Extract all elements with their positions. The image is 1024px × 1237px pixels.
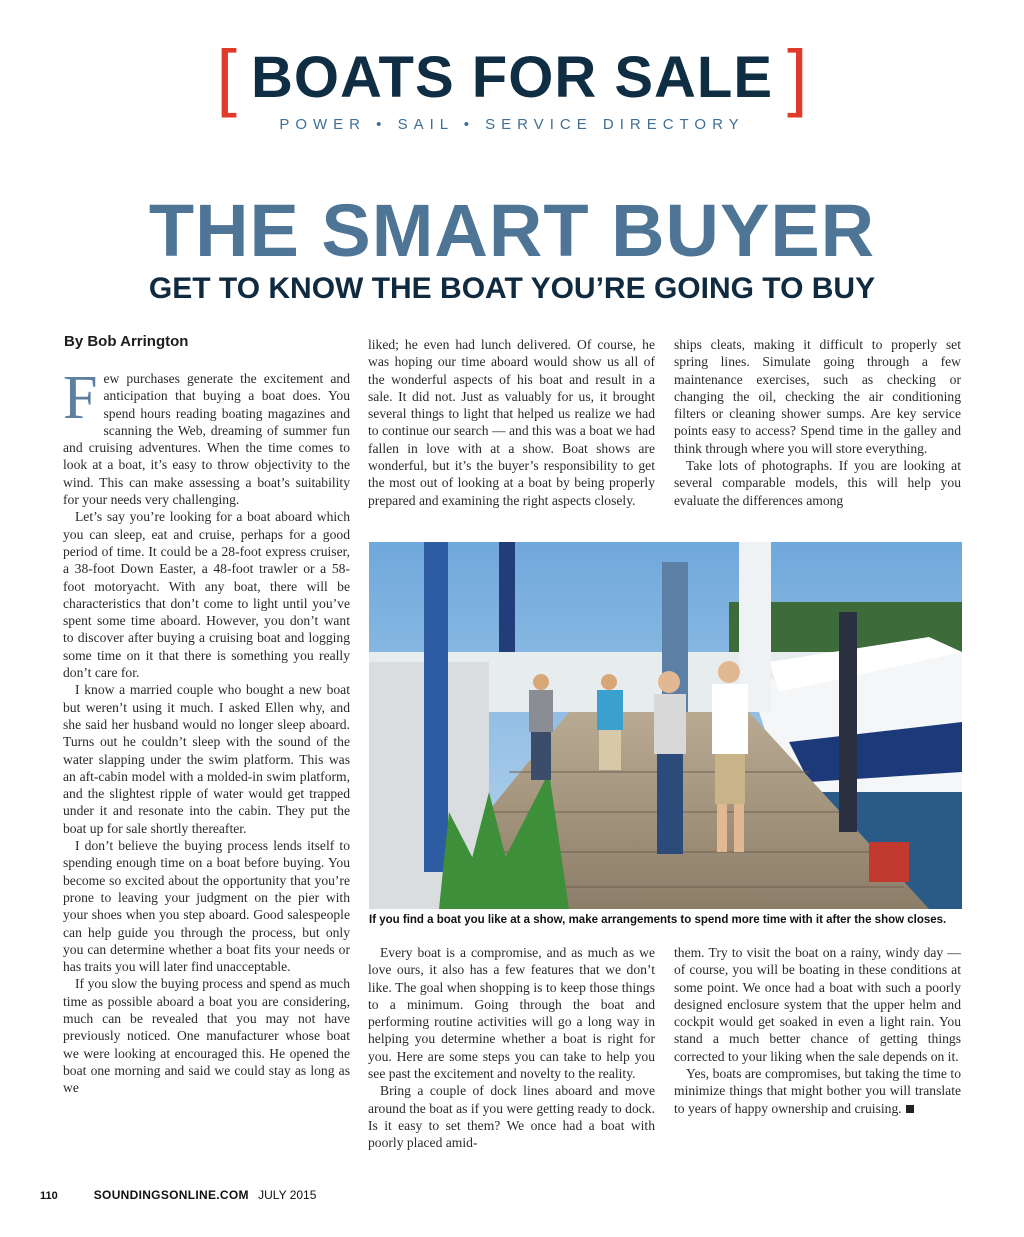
page-number: 110 [40, 1190, 58, 1202]
paragraph: Few purchases generate the excitement and anticipation that buying a boat does. You spend hours reading boating magazines and scanning the Web, dreaming of summer fun and cruising adventures. When the time comes to look at a boat, it’s easy to throw objectivity to the wind. This can make assessing a boat’s suitability for your needs very challenging. [63, 364, 350, 508]
article-headline: THE SMART BUYER [148, 189, 876, 272]
paragraph: Take lots of photographs. If you are looking at several comparable models, this will help you evaluate the differences among [674, 458, 961, 508]
byline: By Bob Arrington [64, 333, 189, 350]
masthead-bracket-left: [ [216, 35, 237, 118]
column-3-bottom [674, 944, 961, 1117]
column-2-top [368, 336, 655, 509]
page-footer [40, 1188, 316, 1202]
photo-caption: If you find a boat you like at a show, make arrangements to spend more time with it after the show closes. [369, 914, 947, 926]
paragraph: If you slow the buying process and spend as much time as possible aboard a boat you are considering, much can be revealed that you may not have previously noticed. One manufacturer whose boat we were looking at encouraged this. He opened the boat one morning and said we could stay as long as we [63, 976, 350, 1096]
footer-site: SOUNDINGSONLINE.COM [93, 1188, 249, 1202]
paragraph: them. Try to visit the boat on a rainy, windy day — of course, you will be boating in these conditions at some point. We once had a boat with such a poorly designed enclosure system that the upper helm and cockpit would get soaked in even a light rain. You stand a much better chance of getting things corrected to your liking when the sale depends on it. [674, 945, 961, 1064]
column-2-bottom [368, 944, 655, 1152]
drop-cap: F [63, 364, 98, 432]
masthead [0, 35, 1024, 133]
paragraph: Bring a couple of dock lines aboard and move around the boat as if you were getting ready to dock. Is it easy to set them? We once had a boat with poorly placed amid- [368, 1083, 655, 1151]
column-1 [63, 364, 350, 1096]
paragraph: I know a married couple who bought a new boat but weren’t using it much. I asked Ellen why, and she said her husband would no longer sleep aboard. Turns out he couldn’t sleep with the sound of the water slapping under the swim platform. This was an aft-cabin model with a molded-in swim platform, and the slightest ripple of water would get trapped under it and resonate into the cabin. They put the boat up for sale shortly thereafter. [63, 682, 350, 836]
masthead-subtitle: POWER • SAIL • SERVICE DIRECTORY [279, 116, 745, 133]
paragraph: ships cleats, making it difficult to properly set spring lines. Simulate going through a few maintenance exercises, such as checking or changing the oil, checking the air conditioning filters or cleaning shower sumps. Are key service points easy to access? Spend time in the galley and think through where you will store everything. [674, 337, 961, 456]
paragraph: Let’s say you’re looking for a boat aboard which you can sleep, eat and cruise, perhaps for a good period of time. It could be a 28-foot express cruiser, a 38-foot Down Easter, a 48-foot trawler or a 58-foot motoryacht. With any boat, there will be characteristics that don’t come to light until you’ve spent some time aboard. However, you don’t want to discover after buying a cruising boat and logging some time on it that there is something you really don’t care for. [63, 509, 350, 681]
masthead-bracket-right: ] [787, 35, 808, 118]
article-deck: GET TO KNOW THE BOAT YOU’RE GOING TO BUY [148, 272, 876, 305]
paragraph: Yes, boats are compromises, but taking the time to minimize things that might bother you will translate to years of happy ownership and cruising. [674, 1066, 961, 1116]
masthead-title: BOATS FOR SALE [250, 44, 774, 110]
marina-photo-illustration [369, 542, 962, 909]
footer-date: JULY 2015 [258, 1188, 317, 1202]
paragraph: Every boat is a compromise, and as much as we love ours, it also has a few features that we don’t like. The goal when shopping is to keep those things to a minimum. Going through the boat and performing routine activities will go a long way in helping you determine whether a boat is right for you. Here are some steps you can take to help you see past the excitement and novelty to the reality. [368, 945, 655, 1082]
end-mark-icon [906, 1105, 914, 1113]
paragraph: I don’t believe the buying process lends itself to spending enough time on a boat before buying. You become so excited about the opportunity that you’re prone to leaving your judgment on the pier with your shoes when you step aboard. Good salespeople can help guide you through the process, but only you can determine whether a boat fits your needs or has traits you will later find unacceptable. [63, 838, 350, 975]
marina-photo [369, 542, 962, 909]
column-3-top [674, 336, 961, 509]
paragraph: liked; he even had lunch delivered. Of course, he was hoping our time aboard would show us all of the wonderful aspects of his boat and result in a sale. It did not. Just as valuably for us, it brought several things to light that helped us realize we had to continue our search — and this was a boat we had fallen in love with at a show. Boat shows are wonderful, but it’s the buyer’s responsibility to get the most out of looking at a boat by being properly prepared and examining the right aspects closely. [368, 337, 655, 508]
